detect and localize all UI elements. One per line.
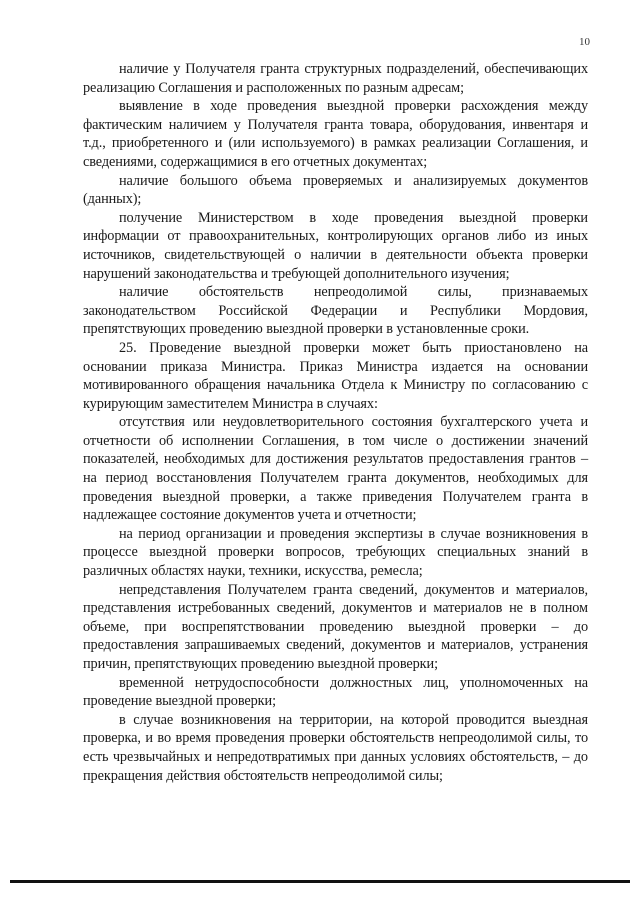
paragraph-structural-subdivisions: наличие у Получателя гранта структурных подразделений, обеспечивающих реализацию Соглашения и расположенных по разным адресам; [83, 61, 588, 96]
paragraph-temporary-disability: временной нетрудоспособности должностных лиц, уполномоченных на проведение выездной проверки; [83, 674, 588, 710]
paragraph-large-volume-documents: наличие большого объема проверяемых и анализируемых документов (данных); [83, 172, 588, 208]
paragraph-law-enforcement-info: получение Министерством в ходе проведения выездной проверки информации от правоохранительных, контролирующих органов либо из иных источников, свидетельствующей о наличии в деятельности объекта проверки нарушений законодательства и требующей дополнительного изучения; [83, 209, 588, 282]
paragraph-force-majeure-territory: в случае возникновения на территории, на которой проводится выездная проверка, и во время проведения проверки обстоятельств непреодолимой силы, то есть чрезвычайных и непредотвратимых при данных условиях обстоятельств, – до прекращения действия обстоятельств непреодолимой силы; [83, 711, 588, 784]
paragraph-expertise-period: на период организации и проведения экспертизы в случае возникновения в процессе выездной проверки вопросов, требующих специальных знаний в различных областях науки, техники, искусства, ремесла; [83, 525, 588, 580]
bottom-rule [10, 880, 630, 883]
paragraph-discrepancy-detection: выявление в ходе проведения выездной проверки расхождения между фактическим наличием у Получателя гранта товара, оборудования, инвентаря и т.д., приобретенного и (или используемого) в рамках реализации Соглашения, и сведениями, содержащимися в его отчетных документах; [83, 98, 588, 170]
page-number: 10 [579, 36, 590, 48]
document-body [83, 60, 588, 785]
paragraph-non-submission: непредставления Получателем гранта сведений, документов и материалов, представления истребованных сведений, документов и материалов не в полном объеме, при воспрепятствовании проведению выездной проверки – до предоставления запрашиваемых сведений, документов и материалов, устранения причин, препятствующих проведению выездной проверки; [83, 581, 588, 672]
paragraph-force-majeure: наличие обстоятельств непреодолимой силы, признаваемых законодательством Российской Федерации и Республики Мордовия, препятствующих проведению выездной проверки в установленные сроки. [83, 284, 588, 338]
paragraph-accounting-absence: отсутствия или неудовлетворительного состояния бухгалтерского учета и отчетности об исполнении Соглашения, в том числе о достижении значений показателей, необходимых для достижения результатов предоставления грантов – на период восстановления Получателем гранта документов, необходимых для проведения выездной проверки, а также приведения Получателем гранта в надлежащее состояние документов учета и отчетности; [83, 414, 588, 524]
paragraph-clause-25: 25. Проведение выездной проверки может быть приостановлено на основании приказа Министра. Приказ Министра издается на основании мотивированного обращения начальника Отдела к Министру по согласованию с курирующим заместителем Министра в случаях: [83, 339, 588, 412]
